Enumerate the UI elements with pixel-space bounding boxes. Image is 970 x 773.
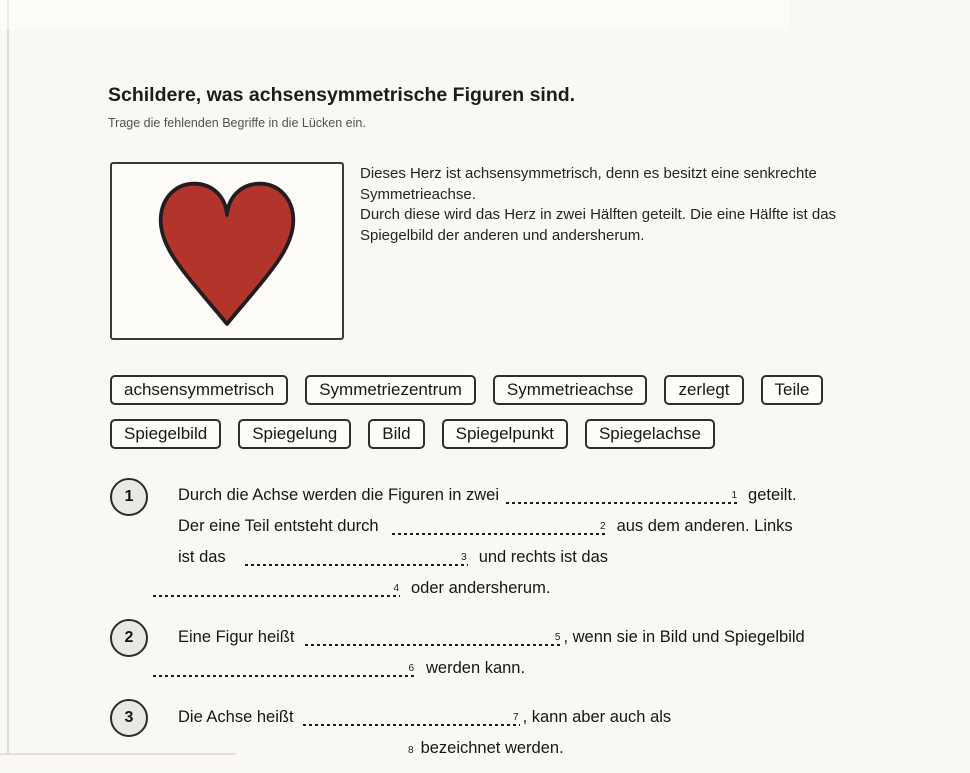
- word-chip-teile[interactable]: Teile: [761, 375, 824, 405]
- exercise-1-number: 1: [110, 478, 148, 516]
- word-bank-row-1: [110, 375, 823, 405]
- exercise-1-line-3: [178, 548, 608, 567]
- exercise-2-line-1: [178, 628, 805, 647]
- exercise-text: und rechts ist das: [478, 548, 609, 566]
- exercise-text: geteilt.: [748, 486, 797, 504]
- word-chip-bild[interactable]: Bild: [368, 419, 424, 449]
- figure-description: [360, 164, 836, 246]
- blank-number: 6: [408, 663, 414, 674]
- word-chip-achsensymmetrisch[interactable]: achsensymmetrisch: [110, 375, 288, 405]
- exercise-text: oder andersherum.: [411, 579, 551, 597]
- exercise-text: Eine Figur heißt: [178, 628, 295, 646]
- exercise-3-line-2: [408, 739, 564, 758]
- word-chip-spiegelung[interactable]: Spiegelung: [238, 419, 351, 449]
- word-chip-spiegelbild[interactable]: Spiegelbild: [110, 419, 221, 449]
- exercise-1-line-1: [178, 486, 797, 505]
- blank-field-2[interactable]: [392, 520, 607, 535]
- description-line: Symmetrieachse.: [360, 185, 476, 203]
- blank-number: 4: [393, 583, 399, 594]
- exercise-text: Durch die Achse werden die Figuren in zwei: [178, 486, 500, 504]
- exercise-text: ist das: [178, 548, 226, 566]
- exercise-text: werden kann.: [426, 659, 526, 677]
- blank-number: 1: [731, 490, 738, 501]
- page-left-edge: [7, 0, 9, 753]
- blank-field-1[interactable]: [506, 489, 738, 504]
- blank-field-4[interactable]: [153, 582, 400, 597]
- exercise-text: aus dem anderen. Links: [616, 517, 793, 535]
- exercise-3-number: 3: [110, 699, 148, 737]
- blank-number: 3: [461, 552, 467, 563]
- word-chip-spiegelpunkt[interactable]: Spiegelpunkt: [442, 419, 568, 449]
- exercise-text: bezeichnet werden.: [420, 739, 564, 757]
- heart-figure-box: [110, 162, 344, 340]
- blank-number-8[interactable]: 8: [408, 745, 414, 756]
- description-line: Dieses Herz ist achsensymmetrisch, denn es besitzt eine senkrechte: [360, 165, 817, 182]
- heart-icon: [148, 173, 306, 333]
- page-title: Schildere, was achsensymmetrische Figuren sind.: [108, 84, 576, 106]
- blank-field-5[interactable]: [305, 631, 561, 646]
- exercise-text: Die Achse heißt: [178, 708, 294, 726]
- blank-number: 7: [513, 712, 519, 723]
- blank-number: 2: [600, 521, 606, 532]
- top-highlight-band: [0, 0, 790, 30]
- word-chip-zerlegt[interactable]: zerlegt: [664, 375, 743, 405]
- blank-field-7[interactable]: [303, 711, 520, 726]
- exercise-text: , wenn sie in Bild und Spiegelbild: [563, 628, 805, 646]
- word-chip-spiegelachse[interactable]: Spiegelachse: [585, 419, 715, 449]
- exercise-1-line-4: [153, 579, 550, 598]
- page-subtitle: Trage die fehlenden Begriffe in die Lücken ein.: [108, 116, 366, 130]
- blank-field-3[interactable]: [245, 551, 468, 566]
- exercise-2-line-2: [153, 659, 525, 678]
- description-line: Spiegelbild der anderen und andersherum.: [360, 226, 645, 244]
- exercise-text: , kann aber auch als: [522, 708, 672, 726]
- blank-field-6[interactable]: [153, 662, 415, 677]
- description-line: Durch diese wird das Herz in zwei Hälften geteilt. Die eine Hälfte ist das: [360, 206, 837, 223]
- blank-number: 5: [554, 632, 561, 643]
- exercise-text: Der eine Teil entsteht durch: [178, 517, 379, 535]
- page-bottom-edge: [0, 753, 236, 755]
- word-bank-row-2: [110, 419, 715, 449]
- exercise-3-line-1: [178, 708, 671, 727]
- word-chip-symmetriezentrum[interactable]: Symmetriezentrum: [305, 375, 476, 405]
- exercise-1-line-2: [178, 517, 793, 536]
- word-chip-symmetrieachse[interactable]: Symmetrieachse: [493, 375, 648, 405]
- exercise-2-number: 2: [110, 619, 148, 657]
